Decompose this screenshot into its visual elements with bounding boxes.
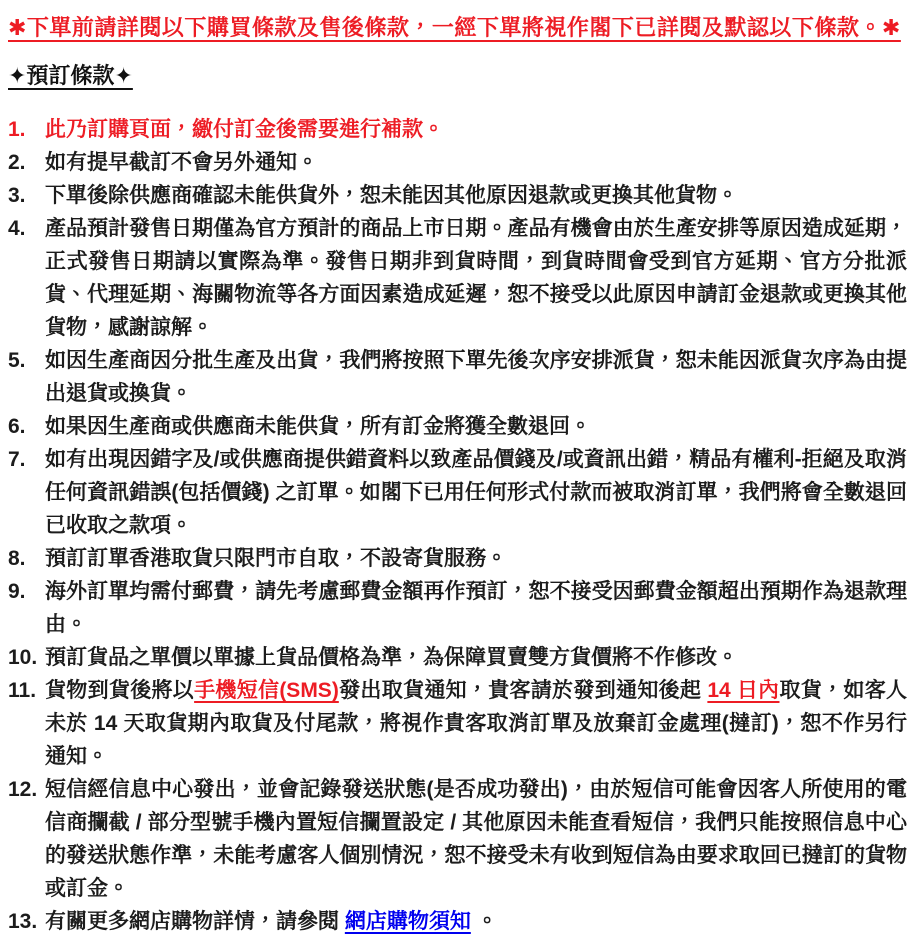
term-number: 6. bbox=[8, 415, 26, 438]
term-text-segment: 貨物到貨後將以 bbox=[45, 679, 195, 702]
term-item-1 bbox=[8, 113, 907, 146]
term-text-segment: 此乃訂購頁面，繳付訂金後需要進行補款。 bbox=[45, 118, 444, 141]
term-text bbox=[45, 344, 907, 410]
term-item-13 bbox=[8, 905, 907, 938]
term-text-segment: 短信經信息中心發出，並會記錄發送狀態(是否成功發出)，由於短信可能會因客人所使用的電信商攔截 / 部分型號手機內置短信攔置設定 / 其他原因未能查看短信，我們只能按照信息中心的發送狀態作準，未能考慮客人個別情況，恕不接受未有收到短信為由要求取回已撻訂的貨物或訂金。 bbox=[45, 778, 907, 900]
term-item-7 bbox=[8, 443, 907, 542]
term-text-segment: 預訂訂單香港取貨只限門市自取，不設寄貨服務。 bbox=[45, 547, 507, 570]
term-item-5 bbox=[8, 344, 907, 410]
term-text bbox=[45, 542, 907, 575]
term-number: 3. bbox=[8, 184, 26, 207]
term-item-2 bbox=[8, 146, 907, 179]
term-number: 9. bbox=[8, 580, 26, 603]
term-number: 4. bbox=[8, 217, 26, 240]
term-item-10 bbox=[8, 641, 907, 674]
term-text bbox=[45, 641, 907, 674]
term-item-3 bbox=[8, 179, 907, 212]
term-text bbox=[45, 575, 907, 641]
term-number: 7. bbox=[8, 448, 26, 471]
term-text-segment: 如果因生產商或供應商未能供貨，所有訂金將獲全數退回。 bbox=[45, 415, 591, 438]
term-text bbox=[45, 443, 907, 542]
term-text-segment: 取貨，如客人未於 14 天取貨期內取貨及付尾款，將視作貴客取消訂單及放棄訂金處理(撻訂)，恕不作另行通知。 bbox=[45, 679, 907, 768]
term-number: 11. bbox=[8, 679, 37, 702]
term-item-9 bbox=[8, 575, 907, 641]
terms-list bbox=[8, 113, 907, 938]
term-text-segment: 。 bbox=[470, 910, 498, 933]
term-number: 2. bbox=[8, 151, 26, 174]
pre-order-warning-banner: ✱下單前請詳閱以下購買條款及售後條款，一經下單將視作閣下已詳閱及默認以下條款。✱ bbox=[8, 15, 901, 40]
term-number: 12. bbox=[8, 778, 38, 801]
term-text bbox=[45, 674, 907, 773]
term-item-6 bbox=[8, 410, 907, 443]
term-number: 10. bbox=[8, 646, 38, 669]
term-text-segment: 預訂貨品之單價以單據上貨品價格為準，為保障買賣雙方貨價將不作修改。 bbox=[45, 646, 738, 669]
term-text-segment: 海外訂單均需付郵費，請先考慮郵費金額再作預訂，恕不接受因郵費金額超出預期作為退款理由。 bbox=[45, 580, 907, 636]
term-text bbox=[45, 212, 907, 344]
pickup-deadline-highlight: 14 日內 bbox=[707, 679, 780, 702]
term-text bbox=[45, 410, 907, 443]
term-number: 1. bbox=[8, 118, 26, 141]
term-number: 5. bbox=[8, 349, 26, 372]
term-number: 13. bbox=[8, 910, 38, 933]
sms-notice-highlight: 手機短信(SMS) bbox=[194, 679, 339, 702]
term-item-11 bbox=[8, 674, 907, 773]
section-title-preorder-terms: ✦預訂條款✦ bbox=[8, 63, 133, 88]
term-item-4 bbox=[8, 212, 907, 344]
term-text bbox=[45, 179, 907, 212]
term-text-segment: 發出取貨通知，貴客請於發到通知後起 bbox=[338, 679, 708, 702]
term-text bbox=[45, 773, 907, 905]
term-text-segment: 如有出現因錯字及/或供應商提供錯資料以致產品價錢及/或資訊出錯，精品有權利-拒絕及取消任何資訊錯誤(包括價錢) 之訂單。如閣下已用任何形式付款而被取消訂單，我們將會全數退回已收取之款項。 bbox=[45, 448, 907, 537]
term-text bbox=[45, 113, 907, 146]
online-store-notice-link[interactable]: 網店購物須知 bbox=[344, 910, 471, 933]
term-item-8 bbox=[8, 542, 907, 575]
term-text-segment: 產品預計發售日期僅為官方預計的商品上市日期。產品有機會由於生產安排等原因造成延期，正式發售日期請以實際為準。發售日期非到貨時間，到貨時間會受到官方延期、官方分批派貨、代理延期、海關物流等各方面因素造成延遲，恕不接受以此原因申請訂金退款或更換其他貨物，感謝諒解。 bbox=[45, 217, 907, 339]
term-text-segment: 下單後除供應商確認未能供貨外，恕未能因其他原因退款或更換其他貨物。 bbox=[45, 184, 738, 207]
term-number: 8. bbox=[8, 547, 26, 570]
term-text bbox=[45, 146, 907, 179]
term-item-12 bbox=[8, 773, 907, 905]
term-text-segment: 如有提早截訂不會另外通知。 bbox=[45, 151, 318, 174]
term-text-segment: 有關更多網店購物詳情，請參閱 bbox=[45, 910, 345, 933]
term-text bbox=[45, 905, 907, 938]
term-text-segment: 如因生產商因分批生產及出貨，我們將按照下單先後次序安排派貨，恕未能因派貨次序為由提出退貨或換貨。 bbox=[45, 349, 907, 405]
